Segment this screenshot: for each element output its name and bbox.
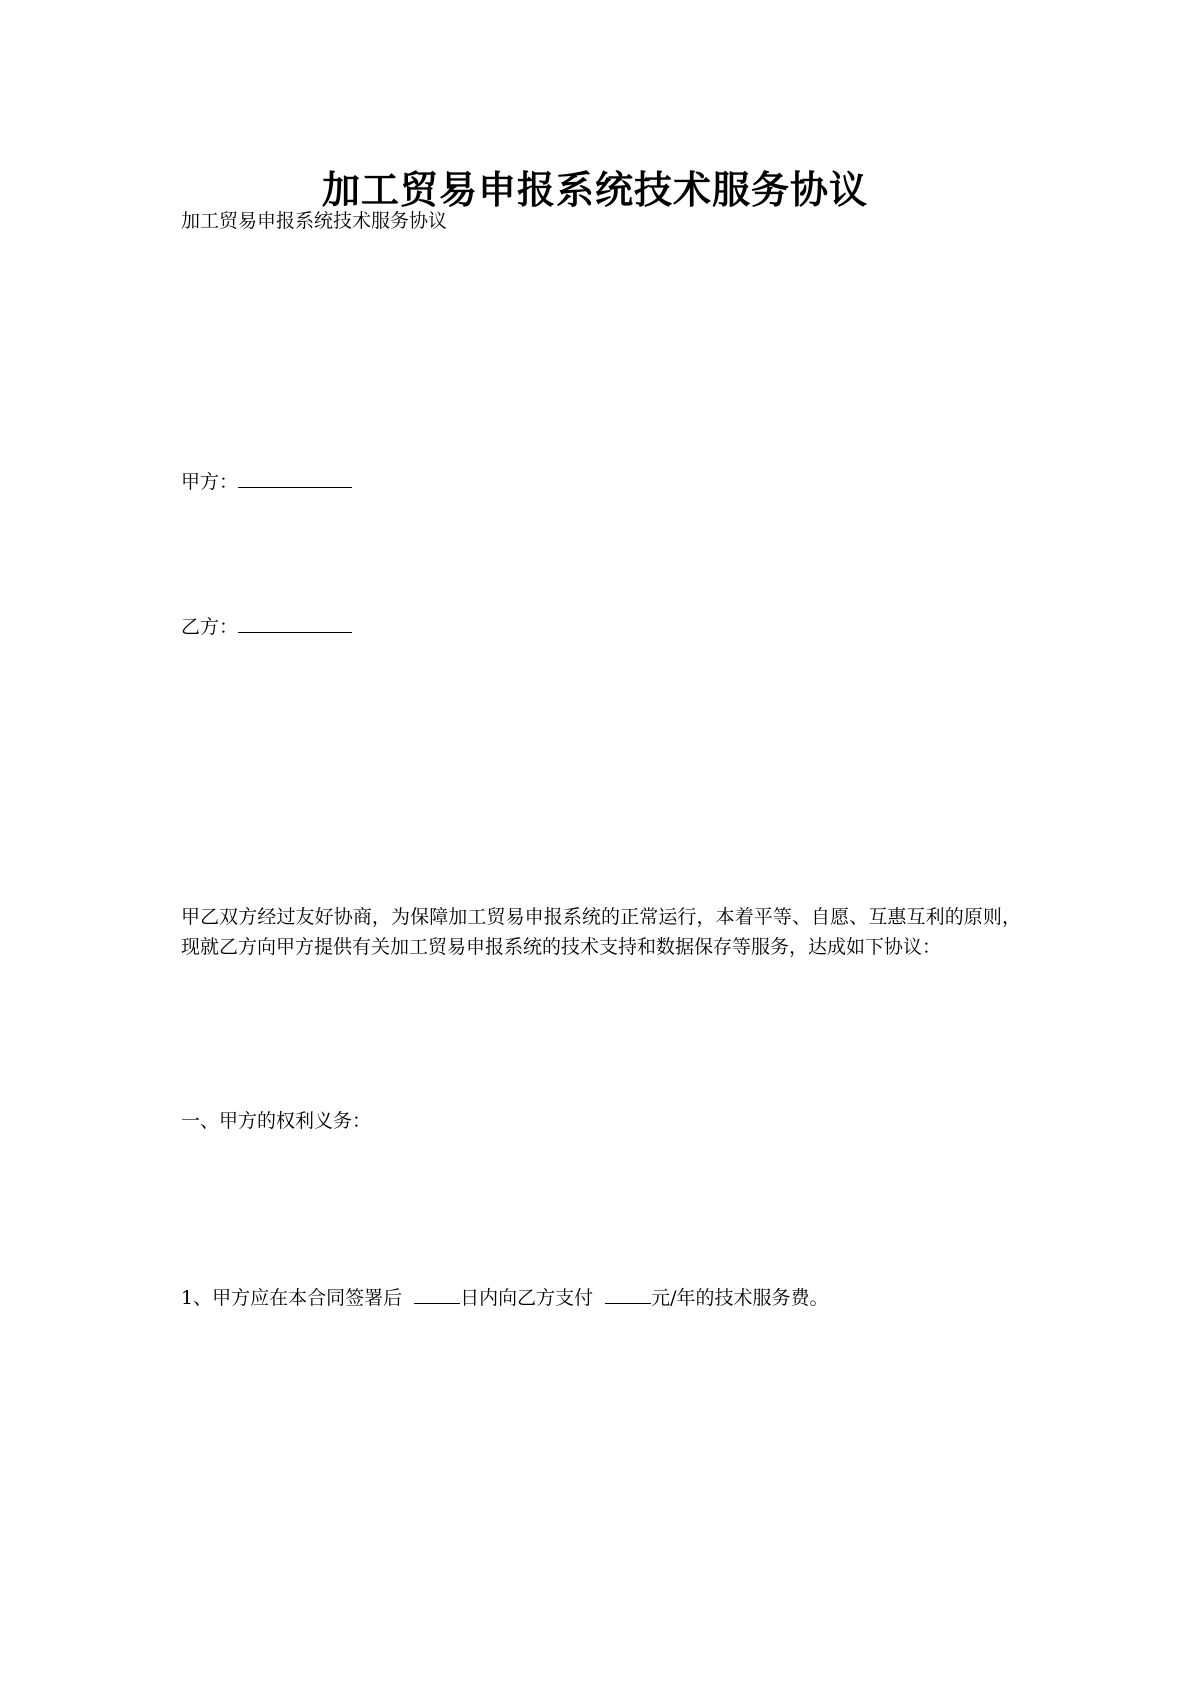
clause-one-part1: 1、甲方应在本合同签署后 — [181, 1287, 403, 1309]
clause-one-part3: 元/年的技术服务费。 — [651, 1287, 829, 1309]
days-blank — [414, 1286, 460, 1304]
party-a-blank — [238, 470, 352, 488]
clause-one — [181, 1283, 829, 1313]
party-b-label: 乙方： — [181, 616, 239, 638]
party-b-line — [181, 612, 352, 642]
fee-blank — [605, 1286, 651, 1304]
clause-one-part2: 日内向乙方支付 — [460, 1287, 594, 1309]
party-a-line — [181, 467, 352, 497]
party-b-blank — [238, 615, 352, 633]
section-one-heading: 一、甲方的权利义务： — [181, 1110, 372, 1132]
document-title: 加工贸易申报系统技术服务协议 — [321, 167, 868, 212]
intro-paragraph: 甲乙双方经过友好协商，为保障加工贸易申报系统的正常运行，本着平等、自愿、互惠互利的原则，现就乙方向甲方提供有关加工贸易申报系统的技术支持和数据保存等服务，达成如下协议： — [181, 906, 1021, 958]
document-subtitle: 加工贸易申报系统技术服务协议 — [181, 210, 448, 232]
party-a-label: 甲方： — [181, 471, 239, 493]
